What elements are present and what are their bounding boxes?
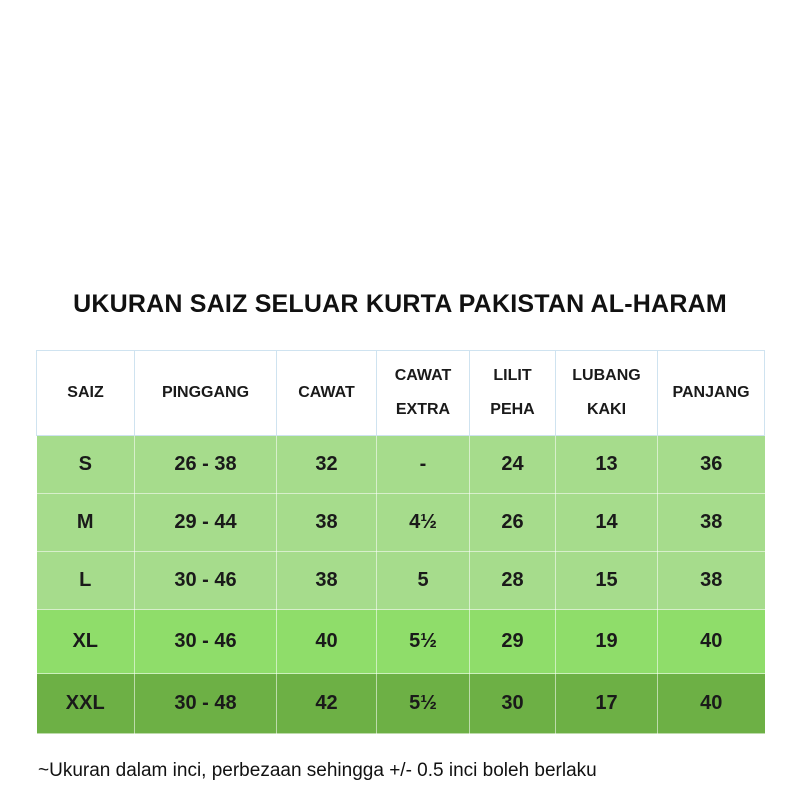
table-cell: 13 xyxy=(556,436,658,494)
column-header xyxy=(470,351,556,436)
column-header xyxy=(658,351,765,436)
table-cell: 40 xyxy=(658,610,765,674)
table-cell: - xyxy=(377,436,470,494)
table-cell: 5½ xyxy=(377,674,470,734)
table-cell: XL xyxy=(37,610,135,674)
header-row xyxy=(37,351,765,436)
table-cell: 40 xyxy=(277,610,377,674)
table-cell: 30 xyxy=(470,674,556,734)
table-cell: 17 xyxy=(556,674,658,734)
page-title: UKURAN SAIZ SELUAR KURTA PAKISTAN AL-HARAM xyxy=(73,290,727,318)
table-row xyxy=(37,436,765,494)
table-cell: 19 xyxy=(556,610,658,674)
table-cell: 5½ xyxy=(377,610,470,674)
column-header xyxy=(37,351,135,436)
table-cell: 28 xyxy=(470,552,556,610)
table-cell: M xyxy=(37,494,135,552)
column-header-line: CAWAT xyxy=(394,367,452,384)
table-row xyxy=(37,552,765,610)
table-cell: 38 xyxy=(277,552,377,610)
table-body xyxy=(37,436,765,734)
table-cell: 29 - 44 xyxy=(135,494,277,552)
footnote-continued xyxy=(38,792,778,800)
table-cell: 5 xyxy=(377,552,470,610)
table-cell: 15 xyxy=(556,552,658,610)
column-header xyxy=(277,351,377,436)
table-cell: 26 xyxy=(470,494,556,552)
column-header-line: PEHA xyxy=(490,401,535,418)
table-cell: XXL xyxy=(37,674,135,734)
table-cell: 42 xyxy=(277,674,377,734)
table-cell: 4½ xyxy=(377,494,470,552)
table-cell: L xyxy=(37,552,135,610)
table-cell: S xyxy=(37,436,135,494)
table-cell: 30 - 46 xyxy=(135,610,277,674)
size-table xyxy=(36,350,765,734)
column-header-line: LUBANG xyxy=(572,367,641,384)
column-header-line: SAIZ xyxy=(67,384,104,401)
table-cell: 30 - 46 xyxy=(135,552,277,610)
column-header xyxy=(377,351,470,436)
table-cell: 14 xyxy=(556,494,658,552)
table-cell: 38 xyxy=(658,552,765,610)
table-cell: 32 xyxy=(277,436,377,494)
column-header-line: PINGGANG xyxy=(161,384,250,401)
table-cell: 24 xyxy=(470,436,556,494)
column-header-line: LILIT xyxy=(493,367,532,384)
table-row xyxy=(37,494,765,552)
table-cell: 29 xyxy=(470,610,556,674)
table-row xyxy=(37,610,765,674)
column-header-line: EXTRA xyxy=(395,401,451,418)
column-header-line: CAWAT xyxy=(298,384,355,401)
table-cell: 36 xyxy=(658,436,765,494)
column-header-line: PANJANG xyxy=(672,384,750,401)
column-header xyxy=(556,351,658,436)
footnote: ~Ukuran dalam inci, perbezaan sehingga +/- 0.5 inci boleh berlaku xyxy=(38,760,597,781)
table-cell: 30 - 48 xyxy=(135,674,277,734)
column-header-line: KAKI xyxy=(586,401,627,418)
table-cell: 38 xyxy=(277,494,377,552)
table-cell: 26 - 38 xyxy=(135,436,277,494)
table-cell: 38 xyxy=(658,494,765,552)
column-header xyxy=(135,351,277,436)
table-cell: 40 xyxy=(658,674,765,734)
table-row xyxy=(37,674,765,734)
